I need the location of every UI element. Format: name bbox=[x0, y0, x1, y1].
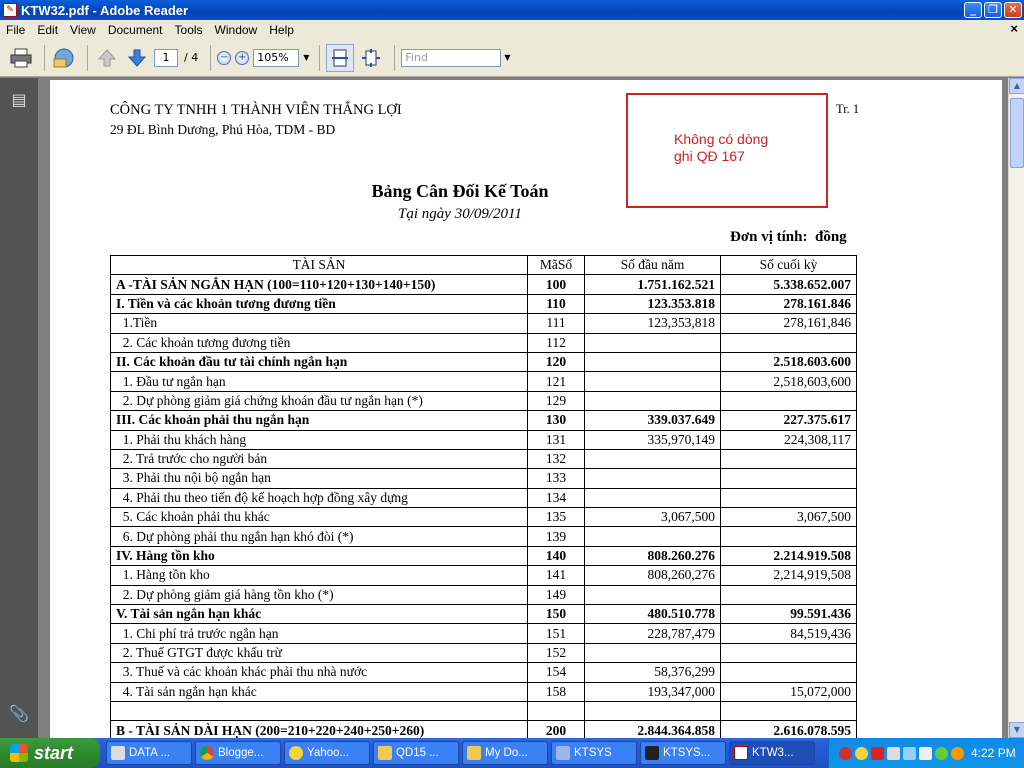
row-code: 141 bbox=[528, 566, 585, 585]
task-ktsys[interactable] bbox=[551, 741, 637, 765]
table-row bbox=[111, 352, 857, 371]
table-row bbox=[111, 333, 857, 352]
toolbar-separator bbox=[87, 45, 88, 71]
row-name bbox=[111, 701, 528, 720]
row-name: 1. Đầu tư ngắn hạn bbox=[111, 372, 528, 391]
row-closing-value bbox=[721, 585, 857, 604]
row-closing-value: 227.375.617 bbox=[721, 411, 857, 430]
tray-icon[interactable] bbox=[903, 747, 916, 760]
row-code: 100 bbox=[528, 275, 585, 294]
row-closing-value bbox=[721, 663, 857, 682]
document-viewport bbox=[38, 78, 1008, 738]
row-closing-value: 2.518.603.600 bbox=[721, 352, 857, 371]
scroll-down-button[interactable]: ▼ bbox=[1009, 722, 1024, 738]
table-row bbox=[111, 527, 857, 546]
row-closing-value: 3,067,500 bbox=[721, 508, 857, 527]
system-tray bbox=[828, 738, 1024, 768]
row-closing-value bbox=[721, 469, 857, 488]
close-icon: ✕ bbox=[1008, 3, 1018, 16]
document-title: Bảng Cân Đối Kế Toán bbox=[371, 181, 549, 201]
task-data[interactable] bbox=[106, 741, 192, 765]
table-header-row bbox=[111, 256, 857, 275]
row-name: 2. Các khoản tương đương tiền bbox=[111, 333, 528, 352]
table-row bbox=[111, 469, 857, 488]
row-closing-value bbox=[721, 333, 857, 352]
row-opening-value: 808,260,276 bbox=[585, 566, 721, 585]
row-opening-value bbox=[585, 333, 721, 352]
menu-help[interactable]: Help bbox=[269, 22, 294, 37]
taskbar bbox=[0, 738, 1024, 768]
row-closing-value: 15,072,000 bbox=[721, 682, 857, 701]
company-address: 29 ĐL Bình Dương, Phú Hòa, TDM - BD bbox=[110, 122, 336, 137]
row-name: I. Tiền và các khoản tương đương tiền bbox=[111, 294, 528, 313]
task-label: KTSYS bbox=[574, 747, 612, 759]
row-name: 2. Trả trước cho người bán bbox=[111, 449, 528, 468]
row-closing-value bbox=[721, 449, 857, 468]
row-closing-value: 278,161,846 bbox=[721, 314, 857, 333]
menu-edit[interactable]: Edit bbox=[37, 22, 59, 37]
tray-icon[interactable] bbox=[887, 747, 900, 760]
row-code: 129 bbox=[528, 391, 585, 410]
row-opening-value: 335,970,149 bbox=[585, 430, 721, 449]
maximize-button[interactable] bbox=[984, 2, 1002, 18]
document-close-button[interactable]: × bbox=[1010, 21, 1018, 36]
find-input[interactable]: Find bbox=[401, 49, 501, 67]
row-name: 1. Chi phí trả trước ngắn hạn bbox=[111, 624, 528, 643]
row-closing-value: 2,518,603,600 bbox=[721, 372, 857, 391]
row-opening-value: 2.844.364.858 bbox=[585, 721, 721, 738]
row-opening-value: 123,353,818 bbox=[585, 314, 721, 333]
task-label: Blogge... bbox=[218, 747, 264, 759]
print-button[interactable] bbox=[8, 45, 34, 71]
table-row bbox=[111, 663, 857, 682]
row-opening-value bbox=[585, 488, 721, 507]
menu-window[interactable]: Window bbox=[214, 22, 258, 37]
table-row bbox=[111, 508, 857, 527]
minimize-button[interactable] bbox=[964, 2, 982, 18]
menu-view[interactable]: View bbox=[70, 22, 96, 37]
attachments-paperclip-icon[interactable]: 📎 bbox=[9, 704, 29, 723]
tray-icon[interactable] bbox=[839, 747, 852, 760]
fit-page-icon bbox=[362, 49, 380, 67]
table-row bbox=[111, 430, 857, 449]
row-opening-value: 1.751.162.521 bbox=[585, 275, 721, 294]
row-opening-value bbox=[585, 372, 721, 391]
row-closing-value: 278.161.846 bbox=[721, 294, 857, 313]
folder-icon bbox=[467, 746, 481, 760]
page-tag: Tr. 1 bbox=[836, 102, 860, 116]
table-row bbox=[111, 682, 857, 701]
task-label: DATA ... bbox=[129, 747, 171, 759]
header-asset: TÀI SẢN bbox=[111, 256, 528, 275]
row-code: 131 bbox=[528, 430, 585, 449]
row-code: 134 bbox=[528, 488, 585, 507]
row-code: 121 bbox=[528, 372, 585, 391]
row-name: 2. Dự phòng giảm giá chứng khoán đầu tư ngắn hạn (*) bbox=[111, 391, 528, 410]
fit-width-icon bbox=[331, 49, 349, 67]
zoom-out-icon: − bbox=[217, 51, 231, 65]
close-button[interactable] bbox=[1004, 2, 1022, 18]
find-dropdown-icon[interactable]: ▼ bbox=[504, 53, 511, 62]
row-name: 3. Thuế và các khoản khác phải thu nhà nước bbox=[111, 663, 528, 682]
toolbar-separator bbox=[210, 45, 211, 71]
tray-icon[interactable] bbox=[855, 747, 868, 760]
zoom-in-icon: + bbox=[235, 51, 249, 65]
row-name: III. Các khoản phải thu ngắn hạn bbox=[111, 411, 528, 430]
row-closing-value bbox=[721, 488, 857, 507]
folder-icon bbox=[378, 746, 392, 760]
table-row bbox=[111, 605, 857, 624]
row-opening-value: 58,376,299 bbox=[585, 663, 721, 682]
row-closing-value: 5.338.652.007 bbox=[721, 275, 857, 294]
zoom-in-button[interactable] bbox=[235, 44, 249, 72]
task-list bbox=[106, 741, 818, 765]
toolbar-separator bbox=[44, 45, 45, 71]
company-name: CÔNG TY TNHH 1 THÀNH VIÊN THẮNG LỢI bbox=[110, 102, 402, 118]
row-opening-value: 193,347,000 bbox=[585, 682, 721, 701]
row-code: 112 bbox=[528, 333, 585, 352]
toolbar-separator bbox=[319, 45, 320, 71]
row-code bbox=[528, 701, 585, 720]
row-opening-value: 228,787,479 bbox=[585, 624, 721, 643]
header-closing: Số cuối kỳ bbox=[721, 256, 857, 275]
row-opening-value bbox=[585, 449, 721, 468]
row-closing-value: 2.214.919.508 bbox=[721, 546, 857, 565]
row-name: 6. Dự phòng phải thu ngắn hạn khó đòi (*) bbox=[111, 527, 528, 546]
tray-icon[interactable] bbox=[935, 747, 948, 760]
balance-sheet-table bbox=[110, 255, 857, 738]
zoom-out-button[interactable] bbox=[217, 44, 231, 72]
row-code: 133 bbox=[528, 469, 585, 488]
row-opening-value bbox=[585, 643, 721, 662]
row-closing-value: 2,214,919,508 bbox=[721, 566, 857, 585]
row-closing-value: 84,519,436 bbox=[721, 624, 857, 643]
note-line-1: Không có dòng bbox=[674, 131, 769, 147]
volume-icon[interactable] bbox=[919, 747, 932, 760]
table-row bbox=[111, 643, 857, 662]
fit-page-button[interactable] bbox=[358, 45, 384, 71]
row-opening-value: 3,067,500 bbox=[585, 508, 721, 527]
row-closing-value bbox=[721, 701, 857, 720]
row-opening-value: 480.510.778 bbox=[585, 605, 721, 624]
zoom-level-input[interactable]: 105% bbox=[253, 49, 299, 67]
row-name: A -TÀI SẢN NGẮN HẠN (100=110+120+130+140+150) bbox=[111, 275, 528, 294]
row-opening-value bbox=[585, 469, 721, 488]
navigation-panel bbox=[0, 78, 38, 738]
previous-page-button[interactable] bbox=[94, 45, 120, 71]
fit-width-button[interactable] bbox=[326, 44, 354, 72]
arrow-down-icon bbox=[127, 48, 147, 68]
app-icon bbox=[556, 746, 570, 760]
row-code: 110 bbox=[528, 294, 585, 313]
toolbar bbox=[0, 39, 1024, 77]
row-code: 132 bbox=[528, 449, 585, 468]
menu-file[interactable]: File bbox=[6, 22, 26, 37]
row-name: IV. Hàng tồn kho bbox=[111, 546, 528, 565]
row-opening-value bbox=[585, 585, 721, 604]
console-icon bbox=[645, 746, 659, 760]
task-ktsys-console[interactable] bbox=[640, 741, 726, 765]
title-bar bbox=[0, 0, 1024, 20]
row-code: 158 bbox=[528, 682, 585, 701]
note-line-2: ghi QĐ 167 bbox=[674, 148, 745, 164]
pdf-page bbox=[50, 80, 1002, 738]
row-opening-value: 808.260.276 bbox=[585, 546, 721, 565]
menu-document[interactable]: Document bbox=[107, 22, 163, 37]
tray-icon[interactable] bbox=[871, 747, 884, 760]
next-page-button[interactable] bbox=[124, 45, 150, 71]
row-opening-value bbox=[585, 352, 721, 371]
row-code: 140 bbox=[528, 546, 585, 565]
clock: 4:22 PM bbox=[971, 746, 1016, 760]
row-opening-value: 339.037.649 bbox=[585, 411, 721, 430]
task-label: QD15 ... bbox=[396, 747, 439, 759]
page-total: / 4 bbox=[184, 51, 199, 64]
tray-icon[interactable] bbox=[951, 747, 964, 760]
table-row bbox=[111, 275, 857, 294]
table-row bbox=[111, 624, 857, 643]
toolbar-separator bbox=[394, 45, 395, 71]
row-closing-value bbox=[721, 643, 857, 662]
row-code: 200 bbox=[528, 721, 585, 738]
header-opening: Số đầu năm bbox=[585, 256, 721, 275]
chrome-icon bbox=[200, 746, 214, 760]
row-closing-value bbox=[721, 527, 857, 546]
window-title: KTW32.pdf - Adobe Reader bbox=[21, 2, 189, 18]
start-button[interactable] bbox=[0, 738, 100, 768]
zoom-dropdown-icon[interactable]: ▼ bbox=[303, 53, 310, 62]
row-name: 4. Phải thu theo tiến độ kế hoạch hợp đồng xây dựng bbox=[111, 488, 528, 507]
row-name: 1.Tiền bbox=[111, 314, 528, 333]
task-yahoo[interactable] bbox=[284, 741, 370, 765]
row-code: 120 bbox=[528, 352, 585, 371]
printer-icon bbox=[10, 48, 32, 68]
row-name: 2. Thuế GTGT được khấu trừ bbox=[111, 643, 528, 662]
globe-share-icon bbox=[52, 47, 76, 69]
row-opening-value bbox=[585, 701, 721, 720]
row-name: V. Tài sản ngắn hạn khác bbox=[111, 605, 528, 624]
table-row bbox=[111, 372, 857, 391]
table-row bbox=[111, 488, 857, 507]
task-my-documents[interactable] bbox=[462, 741, 548, 765]
row-code: 152 bbox=[528, 643, 585, 662]
table-row-empty bbox=[111, 701, 857, 720]
row-code: 150 bbox=[528, 605, 585, 624]
maximize-icon: ❐ bbox=[988, 3, 998, 16]
row-closing-value: 99.591.436 bbox=[721, 605, 857, 624]
vertical-scrollbar[interactable] bbox=[1008, 78, 1024, 738]
task-blogger[interactable] bbox=[195, 741, 281, 765]
table-row bbox=[111, 294, 857, 313]
start-label: start bbox=[34, 742, 74, 763]
scroll-thumb[interactable] bbox=[1010, 98, 1024, 168]
drive-icon bbox=[111, 746, 125, 760]
smiley-icon bbox=[289, 746, 303, 760]
task-ktw32[interactable] bbox=[729, 741, 815, 765]
menu-bar bbox=[0, 20, 1024, 39]
row-closing-value bbox=[721, 391, 857, 410]
collaborate-button[interactable] bbox=[51, 45, 77, 71]
row-code: 130 bbox=[528, 411, 585, 430]
task-label: My Do... bbox=[485, 747, 528, 759]
scroll-up-button[interactable]: ▲ bbox=[1009, 78, 1024, 94]
row-name: 4. Tài sản ngắn hạn khác bbox=[111, 682, 528, 701]
row-code: 139 bbox=[528, 527, 585, 546]
document-date: Tại ngày 30/09/2011 bbox=[398, 206, 522, 222]
row-name: B - TÀI SẢN DÀI HẠN (200=210+220+240+250+260) bbox=[111, 721, 528, 738]
header-code: MãSố bbox=[528, 256, 585, 275]
row-code: 154 bbox=[528, 663, 585, 682]
currency-unit: Đơn vị tính: đồng bbox=[730, 229, 847, 245]
row-name: 1. Hàng tồn kho bbox=[111, 566, 528, 585]
row-code: 151 bbox=[528, 624, 585, 643]
arrow-up-icon bbox=[97, 48, 117, 68]
row-name: 2. Dự phòng giảm giá hàng tồn kho (*) bbox=[111, 585, 528, 604]
table-row bbox=[111, 721, 857, 738]
row-opening-value bbox=[585, 391, 721, 410]
row-code: 149 bbox=[528, 585, 585, 604]
row-name: 3. Phải thu nội bộ ngắn hạn bbox=[111, 469, 528, 488]
row-name: 5. Các khoản phải thu khác bbox=[111, 508, 528, 527]
row-opening-value: 123.353.818 bbox=[585, 294, 721, 313]
row-code: 135 bbox=[528, 508, 585, 527]
adobe-reader-icon: ✎ bbox=[3, 3, 17, 17]
row-name: 1. Phải thu khách hàng bbox=[111, 430, 528, 449]
windows-logo-icon bbox=[10, 744, 28, 762]
task-label: KTW3... bbox=[752, 747, 794, 759]
table-row bbox=[111, 585, 857, 604]
table-row bbox=[111, 391, 857, 410]
task-label: Yahoo... bbox=[307, 747, 349, 759]
row-opening-value bbox=[585, 527, 721, 546]
menu-tools[interactable]: Tools bbox=[174, 22, 203, 37]
task-qd15[interactable] bbox=[373, 741, 459, 765]
table-row bbox=[111, 546, 857, 565]
task-label: KTSYS... bbox=[663, 747, 711, 759]
row-closing-value: 224,308,117 bbox=[721, 430, 857, 449]
page-number-input[interactable]: 1 bbox=[154, 49, 178, 67]
table-row bbox=[111, 314, 857, 333]
table-row bbox=[111, 566, 857, 585]
row-name: II. Các khoản đầu tư tài chính ngắn hạn bbox=[111, 352, 528, 371]
table-row bbox=[111, 411, 857, 430]
minimize-icon: _ bbox=[970, 3, 976, 16]
pages-panel-icon[interactable]: ▤ bbox=[11, 90, 27, 109]
row-closing-value: 2.616.078.595 bbox=[721, 721, 857, 738]
table-row bbox=[111, 449, 857, 468]
row-code: 111 bbox=[528, 314, 585, 333]
pdf-icon bbox=[734, 746, 748, 760]
